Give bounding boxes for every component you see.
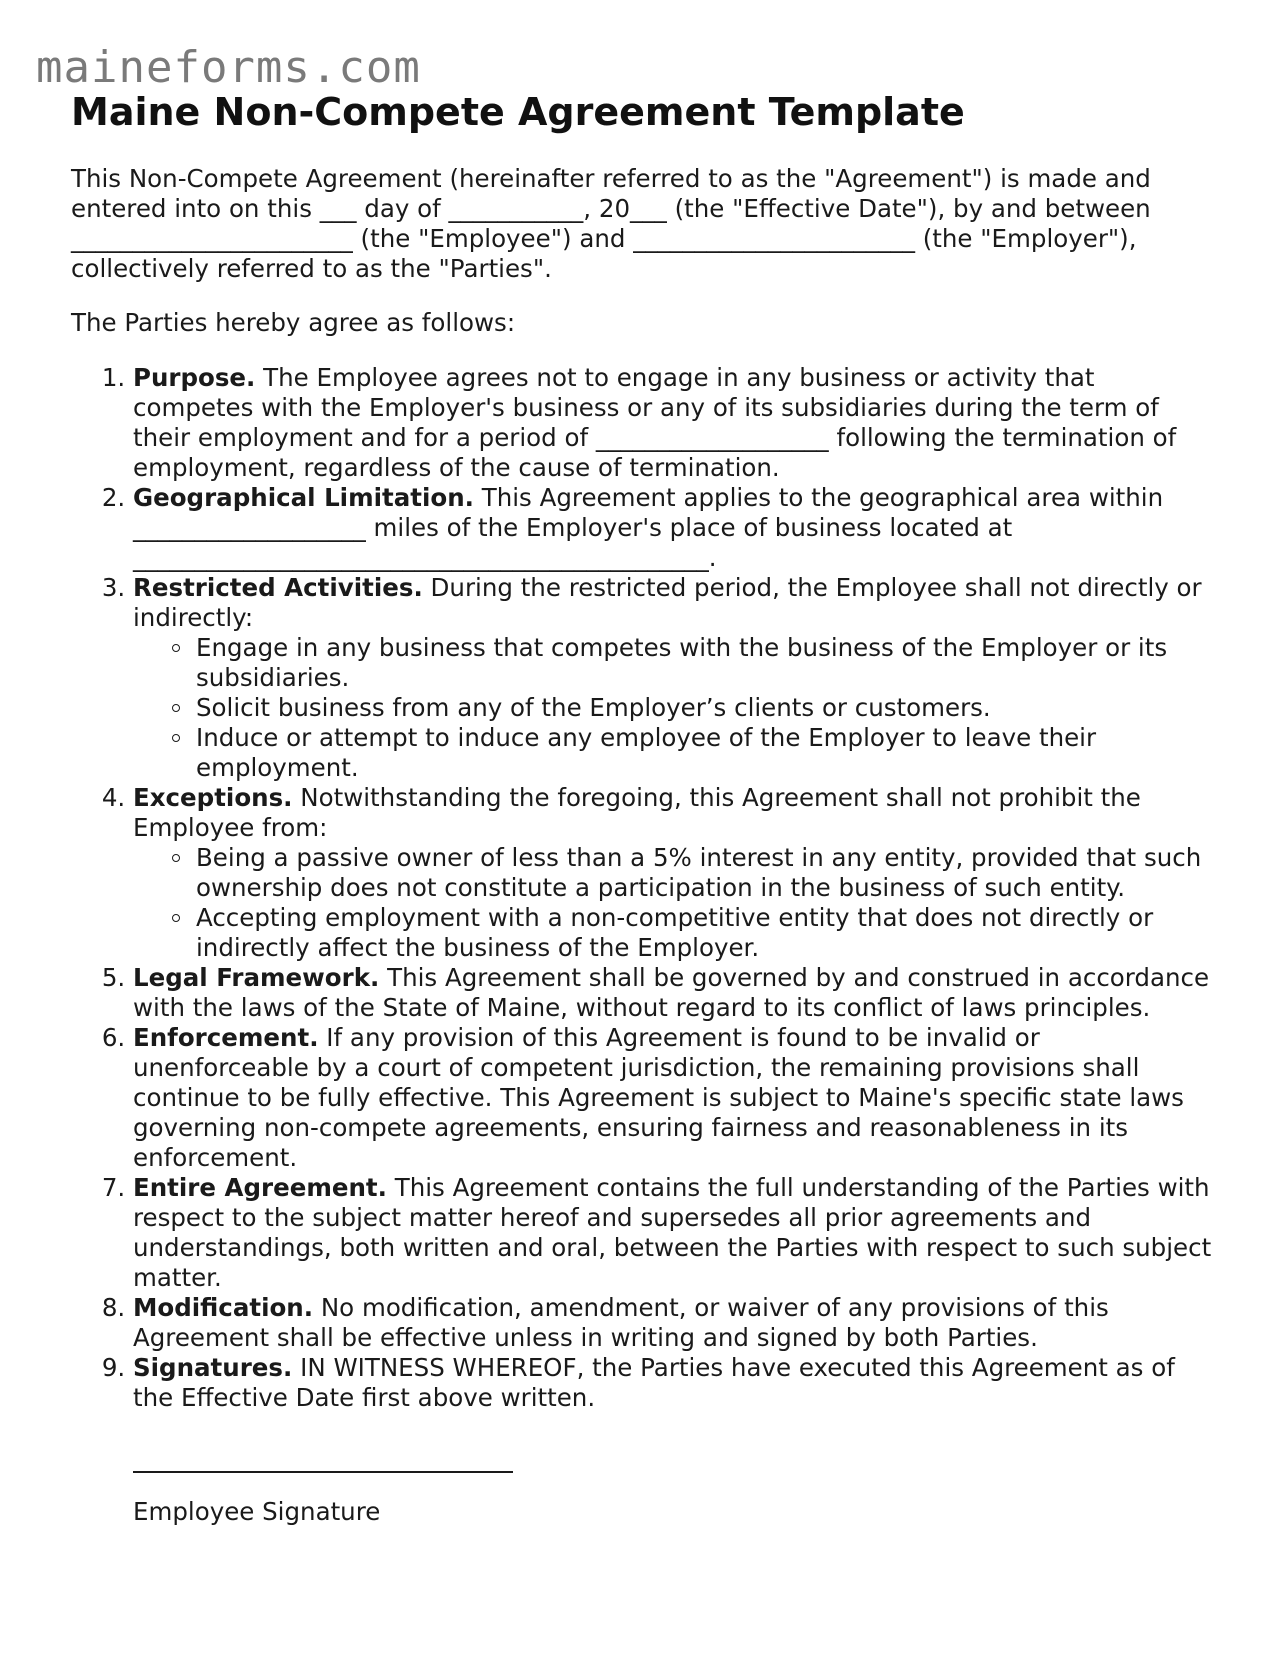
bullet-circle-icon [172, 854, 180, 862]
section-heading: Purpose. [133, 363, 256, 392]
bullet-circle-icon [172, 704, 180, 712]
section-text: If any provision of this Agreement is found to be invalid or unenforceable by a court of competent jurisdiction, the remaining provisions shall continue to be fully effective. This Agreement is subject to Maine's specific state laws governing non-compete agreements, ensuring fairness and reasonableness in its enforcement. [133, 1023, 1184, 1172]
section-text: IN WITNESS WHEREOF, the Parties have executed this Agreement as of the Effective Date first above written. [133, 1353, 1175, 1412]
restricted-activities-list [133, 633, 1221, 783]
list-item-text: Being a passive owner of less than a 5% interest in any entity, provided that such ownership does not constitute a participation in the business of such entity. [196, 843, 1202, 902]
section-text: This Agreement shall be governed by and construed in accordance with the laws of the State of Maine, without regard to its conflict of laws principles. [133, 963, 1210, 1022]
section-text: No modification, amendment, or waiver of any provisions of this Agreement shall be effective unless in writing and signed by both Parties. [133, 1293, 1109, 1352]
section-entire-agreement [133, 1173, 1221, 1293]
bullet-circle-icon [172, 644, 180, 652]
section-text: This Agreement contains the full understanding of the Parties with respect to the subject matter hereof and supersedes all prior agreements and understandings, both written and oral, between the Parties with respect to such subject matter. [133, 1173, 1212, 1292]
bullet-circle-icon [172, 914, 180, 922]
section-list [71, 363, 1221, 1413]
section-heading: Restricted Activities. [133, 573, 423, 602]
agree-paragraph: The Parties hereby agree as follows: [71, 308, 516, 337]
section-geographical-limitation [133, 483, 1221, 573]
section-purpose [133, 363, 1221, 483]
section-heading: Entire Agreement. [133, 1173, 387, 1202]
section-text: This Agreement applies to the geographical area within ___________________ miles of the Employer's place of business located at _______________________________________________. [133, 483, 1164, 572]
list-item [196, 843, 1221, 903]
list-item [196, 903, 1221, 963]
section-enforcement [133, 1023, 1221, 1173]
section-heading: Geographical Limitation. [133, 483, 474, 512]
employee-signature-line[interactable] [133, 1449, 513, 1473]
list-item [196, 633, 1221, 693]
section-exceptions [133, 783, 1221, 963]
list-item-text: Engage in any business that competes with the business of the Employer or its subsidiaries. [196, 633, 1168, 692]
list-item-text: Induce or attempt to induce any employee of the Employer to leave their employment. [196, 723, 1097, 782]
intro-paragraph: This Non-Compete Agreement (hereinafter referred to as the "Agreement") is made and entered into on this ___ day of ___________, 20___ (the "Effective Date"), by and between _______________________ (the "Employee") and _______________________ (the "Employer"), collectively referred to as the "Parties". [71, 164, 1151, 283]
section-heading: Modification. [133, 1293, 314, 1322]
list-item [196, 693, 1221, 723]
section-heading: Signatures. [133, 1353, 293, 1382]
list-item-text: Accepting employment with a non-competitive entity that does not directly or indirectly affect the business of the Employer. [196, 903, 1154, 962]
exceptions-list [133, 843, 1221, 963]
employee-signature-label: Employee Signature [133, 1497, 381, 1526]
section-text: During the restricted period, the Employee shall not directly or indirectly: [133, 573, 1202, 632]
document-page [71, 86, 1221, 1527]
section-heading: Enforcement. [133, 1023, 319, 1052]
section-text: Notwithstanding the foregoing, this Agreement shall not prohibit the Employee from: [133, 783, 1141, 842]
section-modification [133, 1293, 1221, 1353]
bullet-circle-icon [172, 734, 180, 742]
list-item-text: Solicit business from any of the Employer’s clients or customers. [196, 693, 991, 722]
section-text: The Employee agrees not to engage in any business or activity that competes with the Employer's business or any of its subsidiaries during the term of their employment and for a period of ___________________ following the termination of employment, regardless of the cause of termination. [133, 363, 1177, 482]
list-item [196, 723, 1221, 783]
section-restricted-activities [133, 573, 1221, 783]
watermark-logo: maineforms.com [36, 42, 421, 93]
section-heading: Legal Framework. [133, 963, 380, 992]
section-heading: Exceptions. [133, 783, 293, 812]
section-legal-framework [133, 963, 1221, 1023]
document-title: Maine Non-Compete Agreement Template [71, 90, 965, 134]
section-signatures [133, 1353, 1221, 1413]
